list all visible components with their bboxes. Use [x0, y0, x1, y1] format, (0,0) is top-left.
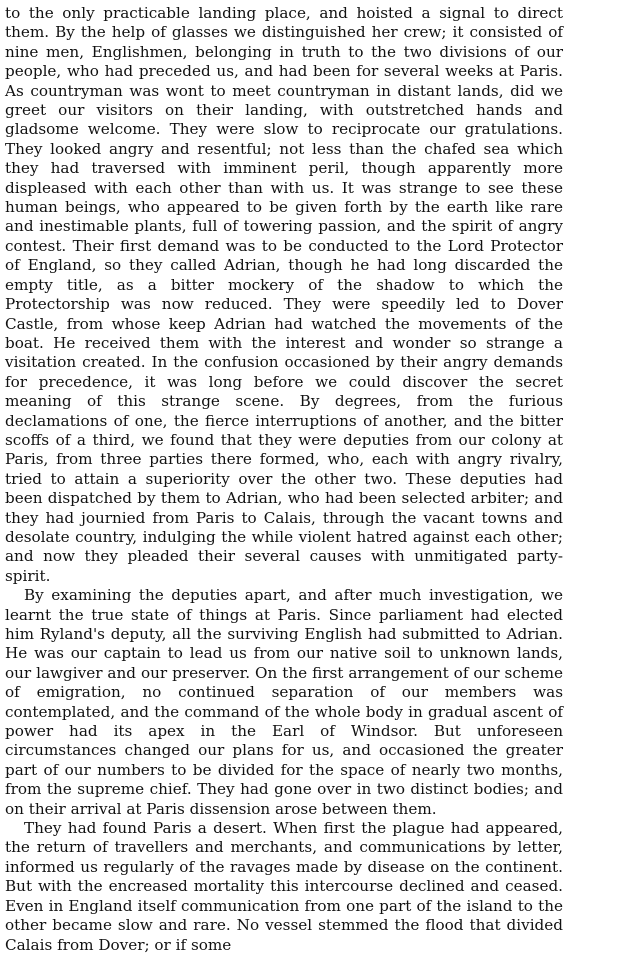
paragraph-3: They had found Paris a desert. When first the plague had appeared, the return of travellers and merchants, and communications by letter, informed us regularly of the ravages made by disease on the continent. But with the encreased mortality this intercourse declined and ceased. Even in England itself communication from one part of the island to the other became slow and rare. No vessel stemmed the flood that divided Calais from Dover; or if some: [5, 819, 563, 954]
paragraph-2: By examining the deputies apart, and after much investigation, we learnt the true state of things at Paris. Since parliament had elected him Ryland's deputy, all the surviving English had submitted to Adrian. He was our captain to lead us from our native soil to unknown lands, our lawgiver and our preserver. On the first arrangement of our scheme of emigration, no continued separation of our members was contemplated, and the command of the whole body in gradual ascent of power had its apex in the Earl of Windsor. But unforeseen circumstances changed our plans for us, and occasioned the greater part of our numbers to be divided for the space of nearly two months, from the supreme chief. They had gone over in two distinct bodies; and on their arrival at Paris dissension arose between them.: [5, 586, 563, 818]
paragraph-1: to the only practicable landing place, and hoisted a signal to direct them. By the help of glasses we distinguished her crew; it consisted of nine men, Englishmen, belonging in truth to the two divisions of our people, who had preceded us, and had been for several weeks at Paris. As countryman was wont to meet countryman in distant lands, did we greet our visitors on their landing, with outstretched hands and gladsome welcome. They were slow to reciprocate our gratulations. They looked angry and resentful; not less than the chafed sea which they had traversed with imminent peril, though apparently more displeased with each other than with us. It was strange to see these human beings, who appeared to be given forth by the earth like rare and inestimable plants, full of towering passion, and the spirit of angry contest. Their first demand was to be conducted to the Lord Protector of England, so they called Adrian, though he had long discarded the empty title, as a bitter mockery of the shadow to which the Protectorship was now reduced. They were speedily led to Dover Castle, from whose keep Adrian had watched the movements of the boat. He received them with the interest and wonder so strange a visitation created. In the confusion occasioned by their angry demands for precedence, it was long before we could discover the secret meaning of this strange scene. By degrees, from the furious declamations of one, the fierce interruptions of another, and the bitter scoffs of a third, we found that they were deputies from our colony at Paris, from three parties there formed, who, each with angry rivalry, tried to attain a superiority over the other two. These deputies had been dispatched by them to Adrian, who had been selected arbiter; and they had journied from Paris to Calais, through the vacant towns and desolate country, indulging the while violent hatred against each other; and now they pleaded their several causes with unmitigated party-spirit.: [5, 4, 563, 585]
document-page: [5, 4, 563, 955]
